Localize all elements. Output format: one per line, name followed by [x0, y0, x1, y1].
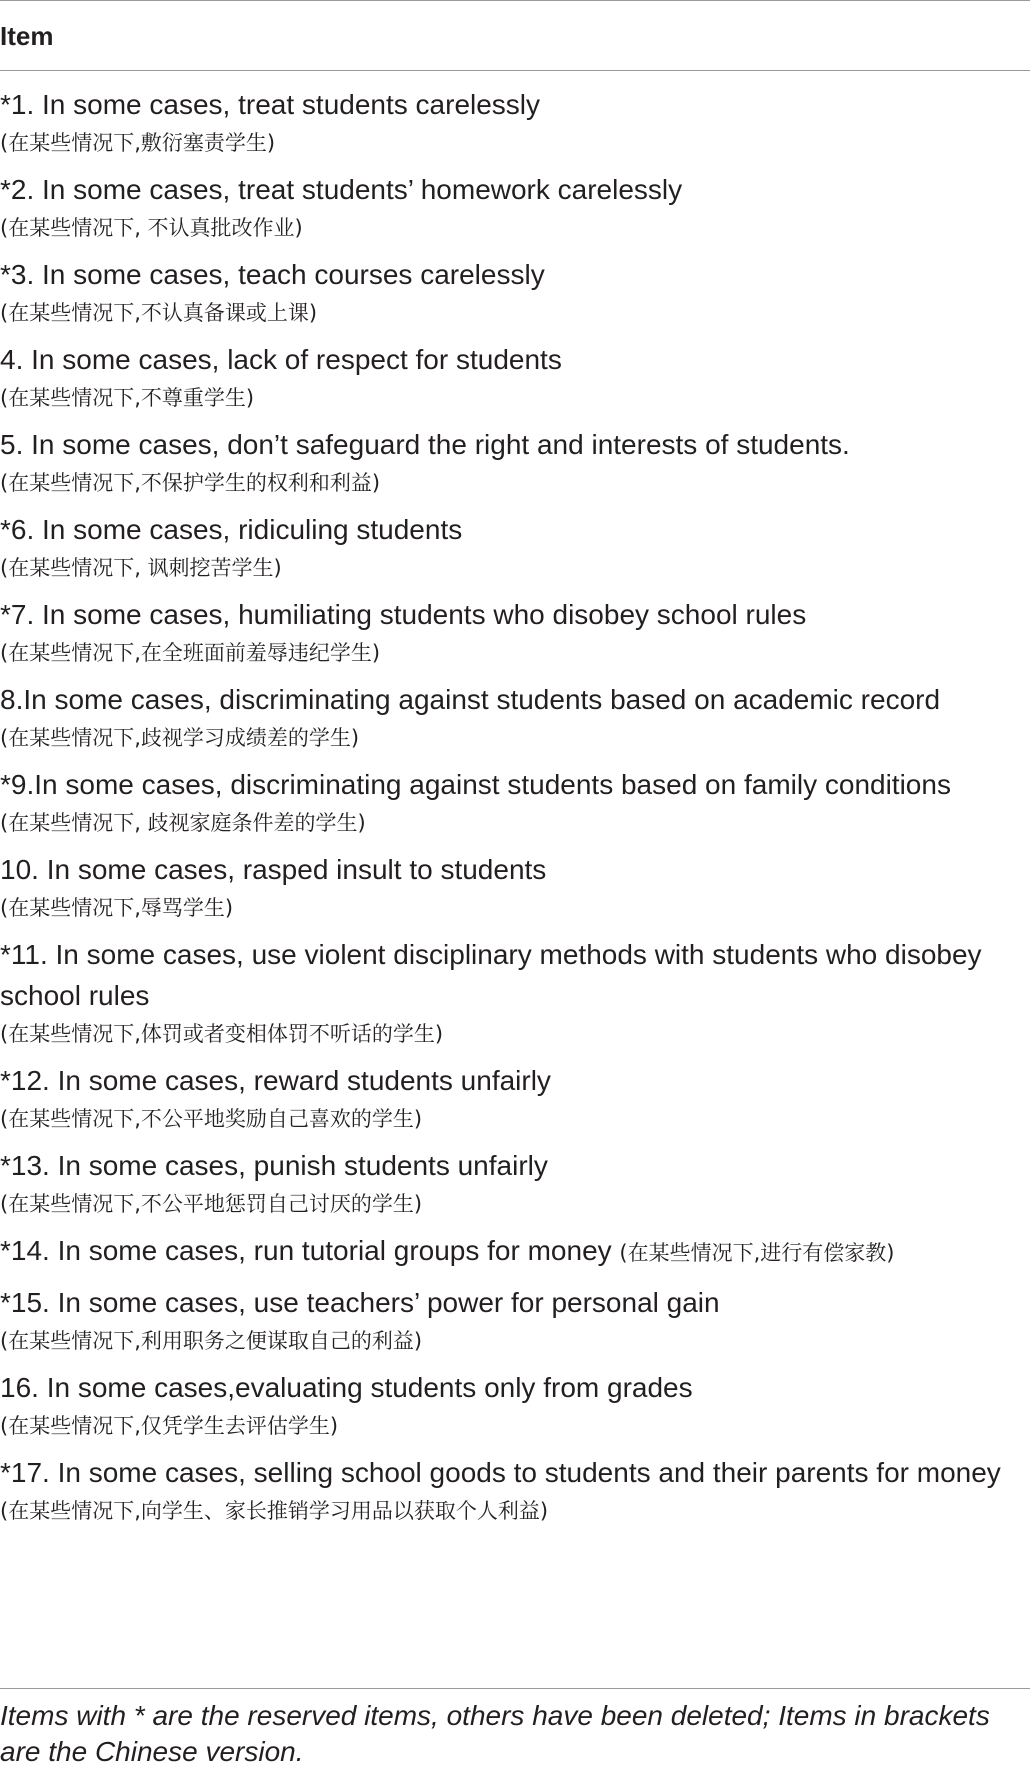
item-english-label: *9.In some cases, discriminating against students based on family conditions — [0, 769, 951, 800]
item-english-label: *2. In some cases, treat students’ homework carelessly — [0, 174, 683, 205]
item-chinese-text: (在某些情况下,不认真备课或上课) — [0, 301, 318, 325]
table-row — [0, 849, 1030, 934]
table-row — [0, 594, 1030, 679]
item-english-label: 5. In some cases, don’t safeguard the right and interests of students. — [0, 429, 850, 460]
table-row — [0, 169, 1030, 254]
item-english-label: *15. In some cases, use teachers’ power for personal gain — [0, 1287, 720, 1318]
item-english-text — [0, 1230, 1030, 1274]
table-bottom-rule — [0, 1688, 1030, 1689]
item-english-text — [0, 509, 1030, 550]
item-english-label: *12. In some cases, reward students unfairly — [0, 1065, 551, 1096]
item-english-text — [0, 84, 1030, 125]
item-chinese-text: (在某些情况下,歧视学习成绩差的学生) — [0, 726, 360, 750]
column-header-item: Item — [0, 21, 54, 51]
item-english-label: *17. In some cases, selling school goods to students and their parents for money — [0, 1457, 1001, 1488]
table-row — [0, 1367, 1030, 1452]
item-english-label: *3. In some cases, teach courses carelessly — [0, 259, 545, 290]
table-row — [0, 679, 1030, 764]
table-row — [0, 424, 1030, 509]
item-english-text — [0, 339, 1030, 380]
item-chinese-text: (在某些情况下,不公平地惩罚自己讨厌的学生) — [0, 1192, 423, 1216]
item-english-text — [0, 1060, 1030, 1101]
item-chinese-text: (在某些情况下,辱骂学生) — [0, 896, 234, 920]
table-body — [0, 84, 1030, 1537]
item-chinese-text: (在某些情况下,不尊重学生) — [0, 386, 255, 410]
item-chinese-text: (在某些情况下, 不认真批改作业) — [0, 216, 303, 240]
item-english-label: *14. In some cases, run tutorial groups for money — [0, 1235, 612, 1266]
item-english-label: 8.In some cases, discriminating against students based on academic record — [0, 684, 941, 715]
item-chinese-text: (在某些情况下,进行有偿家教) — [619, 1241, 895, 1265]
table-row — [0, 339, 1030, 424]
item-english-text — [0, 764, 1030, 805]
item-english-text — [0, 849, 1030, 890]
item-english-label: *7. In some cases, humiliating students who disobey school rules — [0, 599, 807, 630]
item-english-text — [0, 1145, 1030, 1186]
item-english-text — [0, 679, 1030, 720]
table-row — [0, 1230, 1030, 1282]
item-chinese-text: (在某些情况下,仅凭学生去评估学生) — [0, 1414, 339, 1438]
item-english-text — [0, 1367, 1030, 1408]
item-english-label: *11. In some cases, use violent disciplinary methods with students who disobey school rules — [0, 939, 982, 1011]
item-english-label: 16. In some cases,evaluating students only from grades — [0, 1372, 693, 1403]
item-chinese-text: (在某些情况下,利用职务之便谋取自己的利益) — [0, 1329, 423, 1353]
item-english-text — [0, 169, 1030, 210]
item-chinese-text: (在某些情况下,敷衍塞责学生) — [0, 131, 276, 155]
item-english-label: *1. In some cases, treat students carelessly — [0, 89, 541, 120]
item-english-label: 4. In some cases, lack of respect for students — [0, 344, 562, 375]
header-rule — [0, 70, 1030, 71]
item-chinese-text: (在某些情况下, 歧视家庭条件差的学生) — [0, 811, 366, 835]
item-chinese-text: (在某些情况下, 讽刺挖苦学生) — [0, 556, 282, 580]
table-row — [0, 84, 1030, 169]
item-english-text — [0, 1452, 1030, 1493]
item-chinese-text: (在某些情况下,在全班面前羞辱违纪学生) — [0, 641, 381, 665]
item-english-text — [0, 594, 1030, 635]
item-english-text — [0, 254, 1030, 295]
item-chinese-text: (在某些情况下,向学生、家长推销学习用品以获取个人利益) — [0, 1499, 549, 1523]
item-english-text — [0, 1282, 1030, 1323]
item-chinese-text: (在某些情况下,体罚或者变相体罚不听话的学生) — [0, 1022, 444, 1046]
table-row — [0, 1060, 1030, 1145]
item-chinese-text: (在某些情况下,不保护学生的权利和利益) — [0, 471, 381, 495]
item-english-label: *13. In some cases, punish students unfairly — [0, 1150, 548, 1181]
table-row — [0, 1452, 1030, 1537]
item-english-text — [0, 424, 1030, 465]
item-english-label: 10. In some cases, rasped insult to students — [0, 854, 547, 885]
table-row — [0, 254, 1030, 339]
item-english-label: *6. In some cases, ridiculing students — [0, 514, 463, 545]
table-top-rule — [0, 0, 1030, 1]
table-row — [0, 764, 1030, 849]
table-row — [0, 509, 1030, 594]
table-row — [0, 1282, 1030, 1367]
item-english-text — [0, 934, 1030, 1016]
table-row — [0, 934, 1030, 1060]
table-row — [0, 1145, 1030, 1230]
table-footnote: Items with * are the reserved items, others have been deleted; Items in brackets are the Chinese version. — [0, 1700, 990, 1767]
item-chinese-text: (在某些情况下,不公平地奖励自己喜欢的学生) — [0, 1107, 423, 1131]
